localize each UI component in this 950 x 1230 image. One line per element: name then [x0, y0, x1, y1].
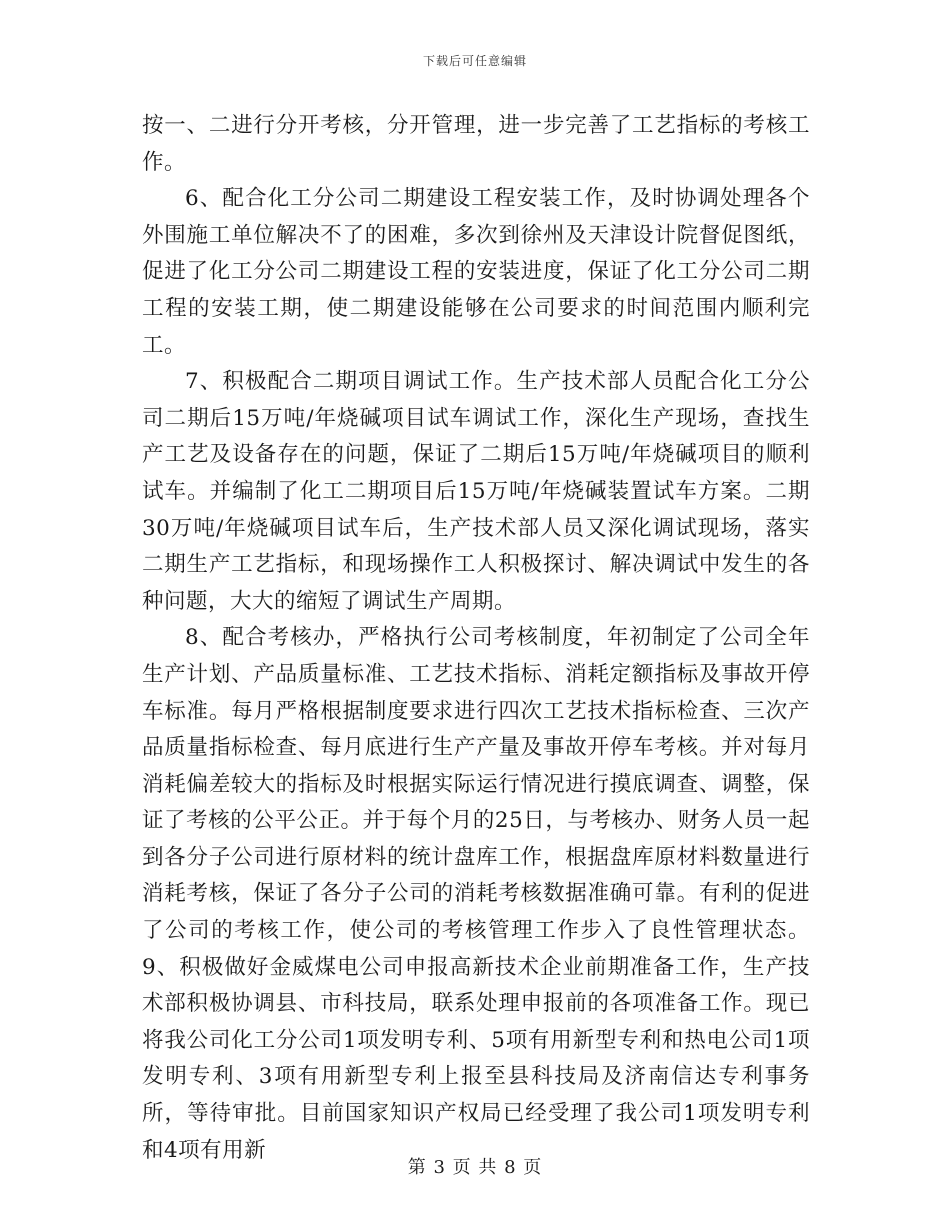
body-text	[142, 108, 810, 1169]
page-number-footer: 第 3 页 共 8 页	[407, 1157, 543, 1178]
paragraph-item-8: 8、配合考核办，严格执行公司考核制度，年初制定了公司全年生产计划、产品质量标准、工艺技术指标、消耗定额指标及事故开停车标准。每月严格根据制度要求进行四次工艺技术指标检查、三次产品质量指标检查、每月底进行生产产量及事故开停车考核。并对每月消耗偏差较大的指标及时根据实际运行情况进行摸底调查、调整，保证了考核的公平公正。并于每个月的25日，与考核办、财务人员一起到各分子公司进行原材料的统计盘库工作，根据盘库原材料数量进行消耗考核，保证了各分子公司的消耗考核数据准确可靠。有利的促进了公司的考核工作，使公司的考核管理工作步入了良性管理状态。9、积极做好金威煤电公司申报高新技术企业前期准备工作，生产技术部积极协调县、市科技局，联系处理申报前的各项准备工作。现已将我公司化工分公司1项发明专利、5项有用新型专利和热电公司1项发明专利、3项有用新型专利上报至县科技局及济南信达专利事务所，等待审批。目前国家知识产权局已经受理了我公司1项发明专利和4项有用新	[142, 625, 810, 1163]
paragraph-item-7: 7、积极配合二期项目调试工作。生产技术部人员配合化工分公司二期后15万吨/年烧碱项目试车调试工作，深化生产现场，查找生产工艺及设备存在的问题，保证了二期后15万吨/年烧碱项目的顺利试车。并编制了化工二期项目后15万吨/年烧碱装置试车方案。二期30万吨/年烧碱项目试车后，生产技术部人员又深化调试现场，落实二期生产工艺指标，和现场操作工人积极探讨、解决调试中发生的各种问题，大大的缩短了调试生产周期。	[142, 369, 810, 614]
paragraph-item-6: 6、配合化工分公司二期建设工程安装工作，及时协调处理各个外围施工单位解决不了的困难，多次到徐州及天津设计院督促图纸，促进了化工分公司二期建设工程的安装进度，保证了化工分公司二期工程的安装工期，使二期建设能够在公司要求的时间范围内顺利完工。	[142, 186, 810, 358]
page-header: 下载后可任意编辑	[422, 54, 527, 68]
paragraph-continuation: 按一、二进行分开考核，分开管理，进一步完善了工艺指标的考核工作。	[142, 113, 810, 175]
